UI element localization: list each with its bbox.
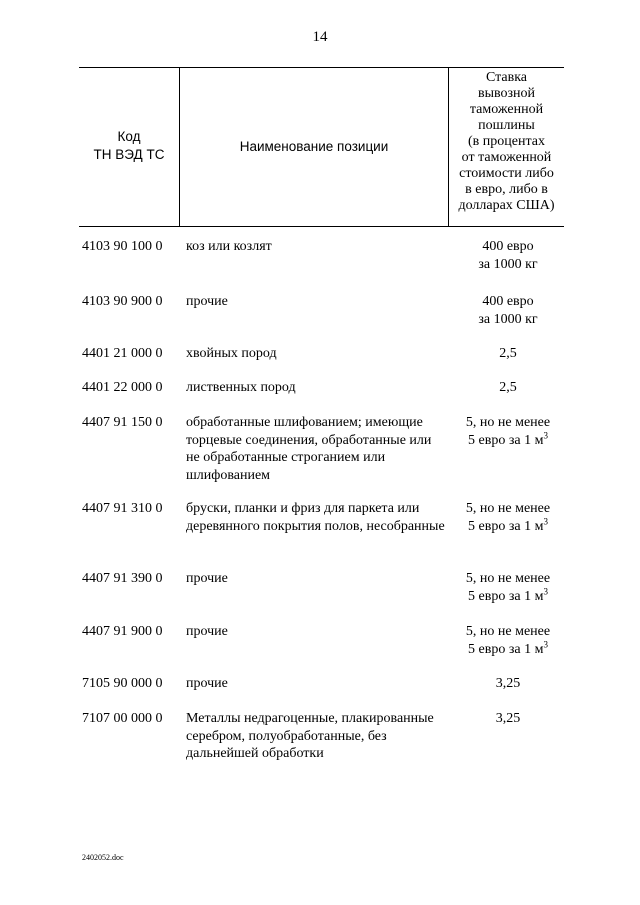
rate-line: 5, но не менее <box>465 571 551 586</box>
row-rate <box>452 500 564 535</box>
row-code: 4407 91 150 0 <box>82 415 163 430</box>
cubic-superscript: 3 <box>543 515 548 526</box>
row-rate <box>452 345 564 363</box>
row-code: 4407 91 310 0 <box>82 501 163 516</box>
row-rate <box>452 570 564 605</box>
header-rate-line: стоимости либо <box>459 166 554 181</box>
header-code-line: Код <box>117 129 141 144</box>
row-name: прочие <box>186 676 228 691</box>
header-rate <box>449 70 564 214</box>
row-name: прочие <box>186 571 228 586</box>
rate-line: 5, но не менее <box>465 501 551 516</box>
rate-text: 5 евро за 1 м <box>468 588 544 604</box>
rate-line: 400 евро <box>482 239 534 254</box>
rate-line: 2,5 <box>499 346 517 361</box>
row-name: лиственных пород <box>186 380 296 395</box>
rate-line: 400 евро <box>482 294 534 309</box>
row-code: 4103 90 100 0 <box>82 239 163 254</box>
rate-line <box>452 515 564 536</box>
row-name: Металлы недрагоценные, плакированные серебром, полуобработанные, без дальнейшей обработки <box>186 711 434 761</box>
rate-line <box>452 638 564 659</box>
row-code: 4103 90 900 0 <box>82 294 163 309</box>
row-code: 4407 91 900 0 <box>82 624 163 639</box>
rate-text: 5 евро за 1 м <box>468 641 544 657</box>
row-name: хвойных пород <box>186 346 277 361</box>
header-rate-line: долларах США) <box>458 198 555 213</box>
cubic-superscript: 3 <box>543 585 548 596</box>
header-rate-line: таможенной <box>469 102 544 117</box>
rate-line: 5, но не менее <box>465 624 551 639</box>
header-code-line: ТН ВЭД ТС <box>93 147 165 162</box>
rate-line: за 1000 кг <box>478 311 538 327</box>
row-code: 7107 00 000 0 <box>82 711 163 726</box>
header-rate-line: от таможенной <box>461 150 552 165</box>
row-rate <box>452 293 564 328</box>
rate-line: 3,25 <box>495 711 521 726</box>
header-rate-line: Ставка <box>485 70 528 85</box>
rate-line <box>452 429 564 450</box>
rate-line: 3,25 <box>495 676 521 691</box>
header-rate-line: пошлины <box>478 118 535 133</box>
rate-line <box>452 585 564 606</box>
row-code: 4401 21 000 0 <box>82 346 163 361</box>
row-name: бруски, планки и фриз для паркета или деревянного покрытия полов, несобранные <box>186 501 445 534</box>
rate-text: 5 евро за 1 м <box>468 432 544 448</box>
cubic-superscript: 3 <box>543 638 548 649</box>
rate-line: 2,5 <box>499 380 517 395</box>
row-code: 4407 91 390 0 <box>82 571 163 586</box>
row-name: обработанные шлифованием; имеющие торцевые соединения, обработанные или не обработанные строганием или шлифованием <box>186 415 432 483</box>
row-rate <box>452 414 564 449</box>
rate-line: 5, но не менее <box>465 415 551 430</box>
footer-filename: 2402052.doc <box>82 853 124 862</box>
row-rate <box>452 675 564 693</box>
page-number: 14 <box>312 29 328 45</box>
header-rate-line: (в процентах <box>468 134 545 149</box>
header-code <box>79 128 179 164</box>
table-header <box>79 67 564 227</box>
header-name: Наименование позиции <box>239 139 389 154</box>
rate-line: за 1000 кг <box>478 256 538 272</box>
row-name: коз или козлят <box>186 239 272 254</box>
row-rate <box>452 238 564 273</box>
row-name: прочие <box>186 294 228 309</box>
rate-text: 5 евро за 1 м <box>468 518 544 534</box>
row-rate <box>452 623 564 658</box>
header-rate-line: в евро, либо в <box>465 182 548 197</box>
row-rate <box>452 710 564 728</box>
row-name: прочие <box>186 624 228 639</box>
row-code: 4401 22 000 0 <box>82 380 163 395</box>
cubic-superscript: 3 <box>543 429 548 440</box>
row-code: 7105 90 000 0 <box>82 676 163 691</box>
row-rate <box>452 379 564 397</box>
header-rate-line: вывозной <box>477 86 536 101</box>
